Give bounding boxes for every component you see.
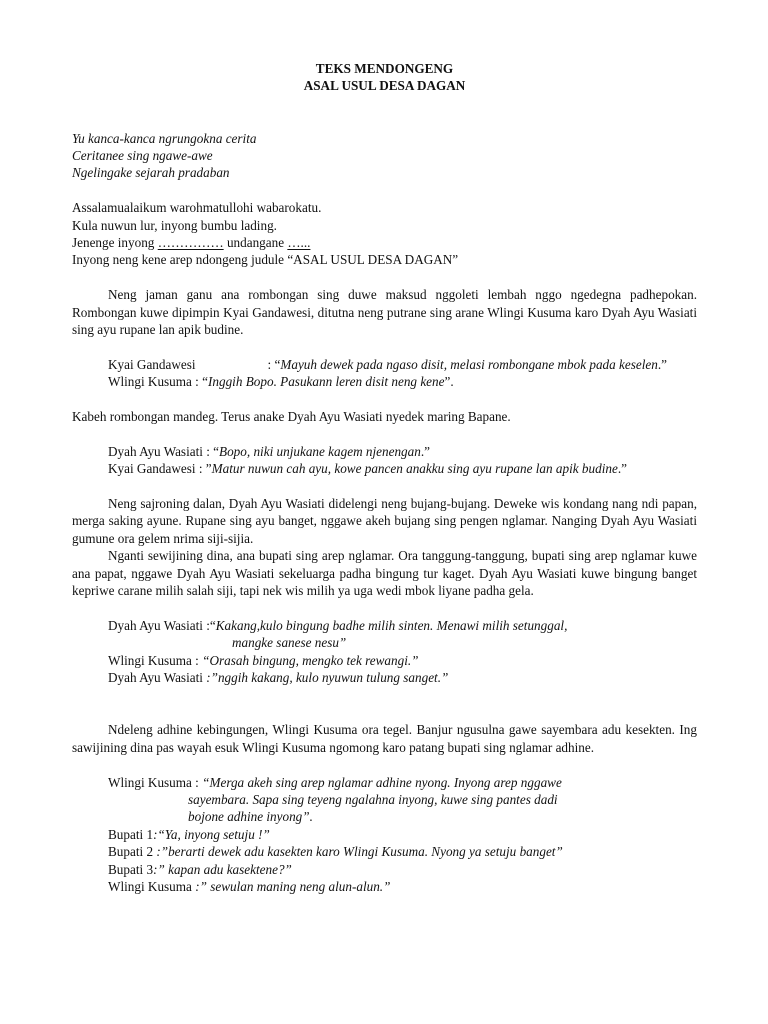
document-page xyxy=(72,60,697,895)
spacer xyxy=(72,338,697,355)
poem-line: Ceritanee sing ngawe-awe xyxy=(72,148,213,164)
story-paragraph-1: Neng jaman ganu ana rombongan sing duwe maksud nggoleti lembah nggo ngedegna padhepokan. Rombongan kuwe dipimpin Kyai Gandawesi, ditutna neng putrane sing arane Wlingi Kusuma karo Dyah Ayu Wasiati sing ayu rupane lan apik budine. xyxy=(72,287,697,338)
dialogue-text: Kakang,kulo bingung badhe milih sinten. Menawi milih setunggal, xyxy=(215,617,568,633)
dialogue-continuation: mangke sanese nesu” xyxy=(232,635,347,651)
dialogue-block-4 xyxy=(72,774,697,896)
name-line xyxy=(72,234,697,251)
dialogue-block-3 xyxy=(72,617,697,687)
poem-line: Yu kanca-kanca ngrungokna cerita xyxy=(72,130,257,146)
dialogue-text: Mayuh dewek pada ngaso disit, melasi rombongane mbok pada keselen xyxy=(280,356,658,372)
spacer xyxy=(72,687,697,722)
narration-1: Kabeh rombongan mandeg. Terus anake Dyah Ayu Wasiati nyedek maring Bapane. xyxy=(72,409,511,425)
opening-greeting xyxy=(72,199,697,269)
dialogue-text: :”nggih kakang, kulo nyuwun tulung sanget.” xyxy=(206,670,449,686)
speaker-name: Dyah Ayu Wasiati :“ xyxy=(108,617,216,633)
dialogue-text: “Merga akeh sing arep nglamar adhine nyong. Inyong arep nggawe xyxy=(202,774,562,790)
name-middle: undangane xyxy=(223,235,288,251)
speaker-name: Kyai Gandawesi : ” xyxy=(108,461,212,477)
dialogue-dyah-ayu xyxy=(108,669,697,686)
speaker-name: Kyai Gandawesi xyxy=(108,356,196,372)
spacer xyxy=(72,756,697,773)
dialogue-text: Bopo, niki unjukane kagem njenengan xyxy=(219,443,421,459)
class-blank: …... xyxy=(287,235,311,251)
story-paragraph-2: Neng sajroning dalan, Dyah Ayu Wasiati didelengi neng bujang-bujang. Deweke wis kondang nang ndi papan, merga saking ayune. Rupane sing ayu banget, nggawe akeh bujang sing pengen nglamar. Nanging Dyah Ayu Wasiati gumune ora gelem nrima siji-sijia. xyxy=(72,496,697,546)
topic-line: Inyong neng kene arep ndongeng judule “ASAL USUL DESA DAGAN” xyxy=(72,252,459,268)
dialogue-bupati-3 xyxy=(108,861,697,878)
document-title-line-2: ASAL USUL DESA DAGAN xyxy=(303,78,466,94)
spacer xyxy=(72,182,697,199)
document-title-line-1: TEKS MENDONGENG xyxy=(315,61,454,76)
spacer xyxy=(72,269,697,286)
name-prefix: Jenenge inyong xyxy=(72,235,158,251)
dialogue-text: :” sewulan maning neng alun-alun.” xyxy=(195,878,391,894)
poem-line: Ngelingake sejarah pradaban xyxy=(72,165,230,181)
spacer xyxy=(72,95,697,130)
dialogue-end: .” xyxy=(657,356,668,372)
story-paragraph-3: Nganti sewijining dina, ana bupati sing arep nglamar. Ora tanggung-tanggung, bupati sing arep nglamar kuwe ana papat, nggawe Dyah Ayu Wasiati sekeluarga padha bingung tur kaget. Dyah Ayu Wasiati kuwe bingung banget kepriwe carane milih salah siji, tapi nek wis milih ya uga wedi mbok liyane padha gela. xyxy=(72,548,697,599)
dialogue-dyah-ayu xyxy=(108,443,697,460)
speaker-name: Bupati 1 xyxy=(108,826,154,842)
spacer xyxy=(72,391,697,408)
speaker-name: Dyah Ayu Wasiati : “ xyxy=(108,443,220,459)
story-paragraph-4: Ndeleng adhine kebingungen, Wlingi Kusuma ora tegel. Banjur ngusulna gawe sayembara adu kesekten. Ing sawijining dina pas wayah esuk Wlingi Kusuma ngomong karo patang bupati sing nglamar adhine. xyxy=(72,722,697,755)
dialogue-end: ”. xyxy=(444,374,454,390)
speaker-name: Bupati 2 xyxy=(108,844,157,860)
speaker-separator: : “ xyxy=(267,356,281,372)
spacer xyxy=(72,478,697,495)
dialogue-bupati-1 xyxy=(108,826,697,843)
speaker-name: Wlingi Kusuma : xyxy=(108,774,203,790)
speaker-name: Bupati 3 xyxy=(108,861,154,877)
speaker-name: Wlingi Kusuma : “ xyxy=(108,374,208,390)
dialogue-text: :“Ya, inyong setuju !” xyxy=(153,826,270,842)
dialogue-text: Matur nuwun cah ayu, kowe pancen anakku sing ayu rupane lan apik budine xyxy=(211,461,618,477)
name-blank: …………… xyxy=(157,235,224,251)
dialogue-wlingi-kusuma xyxy=(72,373,697,390)
dialogue-kyai-gandawesi xyxy=(108,460,697,477)
dialogue-wlingi-kusuma xyxy=(108,774,697,791)
speaker-name: Wlingi Kusuma xyxy=(108,878,196,894)
dialogue-wlingi-kusuma xyxy=(108,652,697,669)
intro-line: Kula nuwun lur, inyong bumbu lading. xyxy=(72,217,277,233)
dialogue-kyai-gandawesi xyxy=(72,356,697,373)
speaker-name: Dyah Ayu Wasiati xyxy=(108,670,207,686)
dialogue-block-1 xyxy=(72,356,697,391)
dialogue-text: :” kapan adu kasektene?” xyxy=(153,861,292,877)
dialogue-text: :”berarti dewek adu kasekten karo Wlingi Kusuma. Nyong ya setuju banget” xyxy=(156,844,563,860)
dialogue-end: .” xyxy=(617,461,627,477)
dialogue-end: .” xyxy=(420,443,430,459)
dialogue-dyah-ayu xyxy=(108,617,697,634)
dialogue-text: Inggih Bopo. Pasukann leren disit neng kene xyxy=(208,374,445,390)
spacer xyxy=(72,425,697,442)
dialogue-bupati-2 xyxy=(108,843,697,860)
dialogue-block-2 xyxy=(72,443,697,478)
dialogue-continuation: bojone adhine inyong”. xyxy=(188,809,313,825)
dialogue-wlingi-kusuma xyxy=(108,878,697,895)
dialogue-text: “Orasah bingung, mengko tek rewangi.” xyxy=(202,652,419,668)
greeting-line: Assalamualaikum warohmatullohi wabarokatu. xyxy=(72,200,322,216)
speaker-name: Wlingi Kusuma : xyxy=(108,652,203,668)
opening-poem xyxy=(72,130,697,182)
dialogue-continuation: sayembara. Sapa sing teyeng ngalahna inyong, kuwe sing pantes dadi xyxy=(188,791,558,807)
spacer xyxy=(72,599,697,616)
